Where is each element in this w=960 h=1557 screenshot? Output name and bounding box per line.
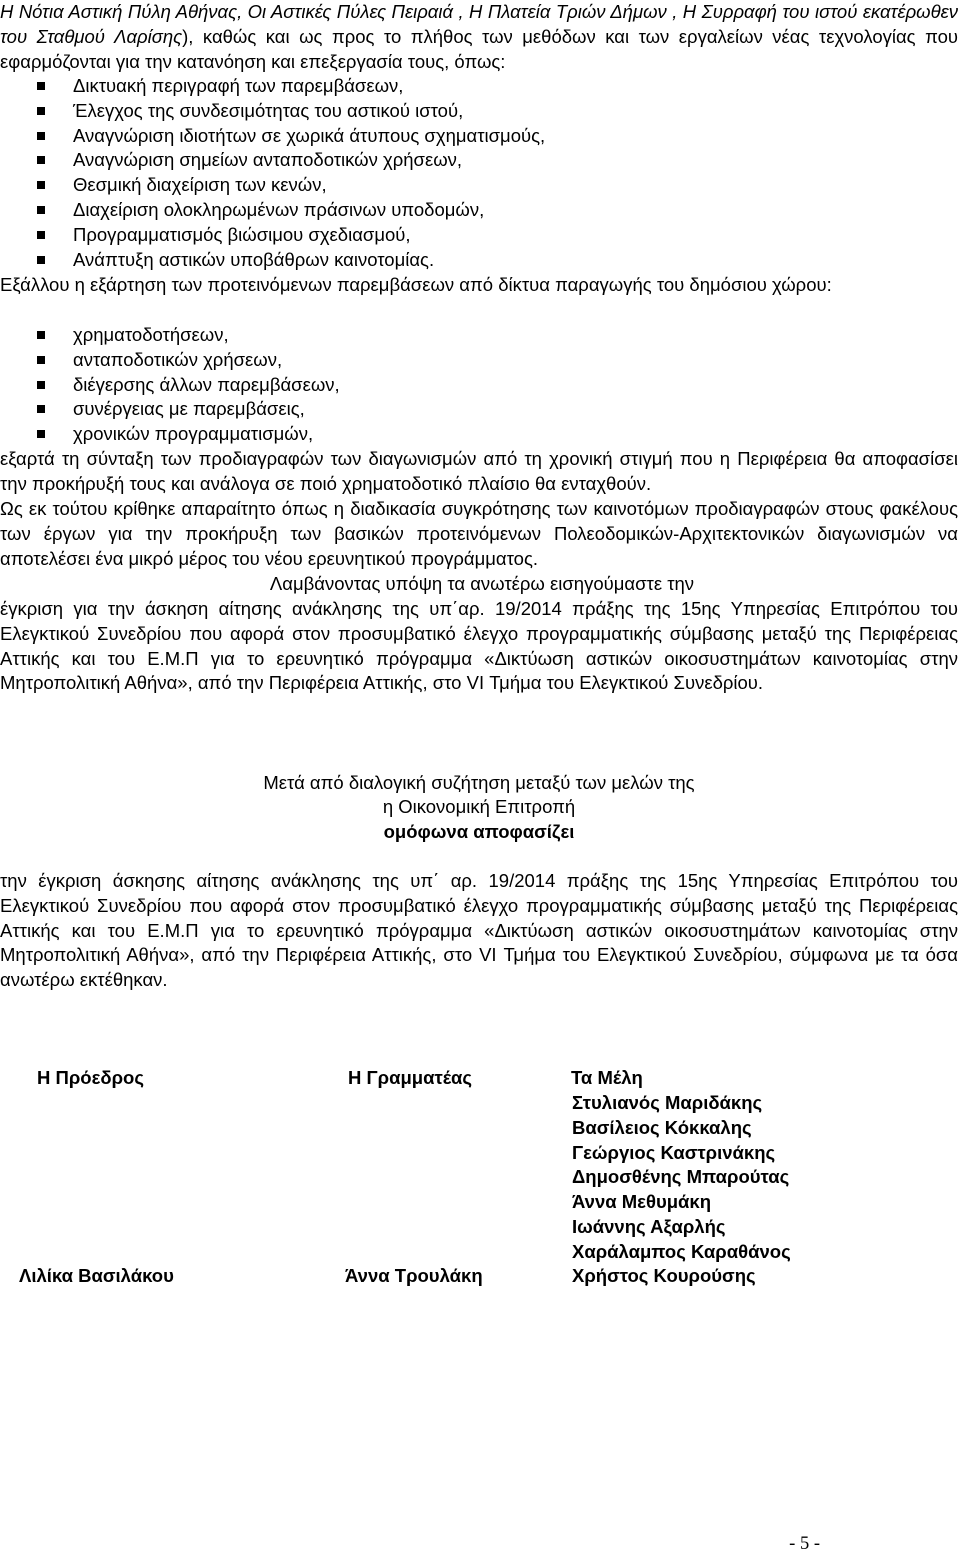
page-number: - 5 - xyxy=(789,1534,820,1554)
member-name: Δημοσθένης Μπαρούτας xyxy=(572,1166,790,1187)
member-name: Ιωάννης Αξαρλής xyxy=(572,1216,726,1237)
member-name: Χαράλαμπος Καραθάνος xyxy=(572,1241,791,1262)
square-bullet-icon xyxy=(37,82,45,90)
proposal-paragraph: έγκριση για την άσκηση αίτησης ανάκλησης της υπ΄αρ. 19/2014 πράξης της 15ης Υπηρεσίας Επιτρόπου του Ελεγκτικού Συνεδρίου που αφορά στον προσυμβατικό έλεγχο προγραμματικής σύμβασης μεταξύ της Περιφέρειας Αττικής και του Ε.Μ.Π για το ερευνητικό πρόγραμμα «Δικτύωση αστικών οικοσυστημάτων καινοτομίας στην Μητροπολιτική Αθήνα», από την Περιφέρεια Αττικής, στο VI Τμήμα του Ελεγκτικού Συνεδρίου. xyxy=(0,598,958,694)
intro-italic-text: Η Νότια Αστική Πύλη Αθήνας, Οι Αστικές Πύλες Πειραιά , Η Πλατεία Τριών Δήμων , Η Συρραφή του ιστού εκατέρωθεν του Σταθμού Λαρίσης xyxy=(0,1,958,47)
member-name: Βασίλειος Κόκκαλης xyxy=(572,1117,752,1138)
decision-line-3: ομόφωνα αποφασίζει xyxy=(383,821,575,842)
president-name: Λιλίκα Βασιλάκου xyxy=(19,1265,174,1286)
decision-line-1: Μετά από διαλογική συζήτηση μεταξύ των μελών της xyxy=(263,772,695,793)
member-name: Στυλιανός Μαριδάκης xyxy=(572,1092,763,1113)
list-item: διέγερσης άλλων παρεμβάσεων, xyxy=(0,373,340,398)
square-bullet-icon xyxy=(37,206,45,214)
list-item: Ανάπτυξη αστικών υποβάθρων καινοτομίας. xyxy=(0,248,545,273)
list-item: Διαχείριση ολοκληρωμένων πράσινων υποδομών, xyxy=(0,198,545,223)
list-item: χρηματοδοτήσεων, xyxy=(0,323,340,348)
square-bullet-icon xyxy=(37,381,45,389)
square-bullet-icon xyxy=(37,181,45,189)
members-title: Τα Μέλη xyxy=(571,1067,643,1088)
list-item: Προγραμματισμός βιώσιμου σχεδιασμού, xyxy=(0,223,545,248)
president-title: Η Πρόεδρος xyxy=(37,1067,144,1088)
list-item: Έλεγχος της συνδεσιμότητας του αστικού ιστού, xyxy=(0,99,545,124)
intro-paragraph xyxy=(0,0,958,74)
member-name: Γεώργιος Καστρινάκης xyxy=(572,1142,776,1163)
list-item: συνέργειας με παρεμβάσεις, xyxy=(0,397,340,422)
decision-line-2: η Οικονομική Επιτροπή xyxy=(382,796,576,817)
member-name: Άννα Μεθυμάκη xyxy=(572,1191,712,1212)
square-bullet-icon xyxy=(37,156,45,164)
list-item: ανταποδοτικών χρήσεων, xyxy=(0,348,340,373)
list-item: Αναγνώριση σημείων ανταποδοτικών χρήσεων, xyxy=(0,148,545,173)
list-item: χρονικών προγραμματισμών, xyxy=(0,422,340,447)
square-bullet-icon xyxy=(37,356,45,364)
process-paragraph: Ως εκ τούτου κρίθηκε απαραίτητο όπως η διαδικασία συγκρότησης των καινοτόμων προδιαγραφών στους φακέλους των έργων για την προκήρυξη των βασικών προτεινόμενων Πολεοδομικών-Αρχιτεκτονικών διαγωνισμών να αποτελέσει ένα μικρό μέρος του νέου ερευνητικού προγράμματος. xyxy=(0,498,958,569)
square-bullet-icon xyxy=(37,231,45,239)
networks-list xyxy=(0,323,340,447)
secretary-name: Άννα Τρουλάκη xyxy=(345,1265,483,1286)
secretary-title: Η Γραμματέας xyxy=(348,1067,473,1088)
member-name: Χρήστος Κουρούσης xyxy=(572,1265,756,1286)
list-item: Θεσμική διαχείριση των κενών, xyxy=(0,173,545,198)
list-item: Δικτυακή περιγραφή των παρεμβάσεων, xyxy=(0,74,545,99)
proposal-heading: Λαμβάνοντας υπόψη τα ανωτέρω εισηγούμαστε την xyxy=(269,573,695,594)
square-bullet-icon xyxy=(37,256,45,264)
square-bullet-icon xyxy=(37,132,45,140)
dependency-paragraph: Εξάλλου η εξάρτηση των προτεινόμενων παρεμβάσεων από δίκτυα παραγωγής του δημόσιου χώρου: xyxy=(0,274,832,295)
specs-paragraph: εξαρτά τη σύνταξη των προδιαγραφών των διαγωνισμών από τη χρονική στιγμή που η Περιφέρεια θα αποφασίσει την προκήρυξή τους και ανάλογα σε ποιό χρηματοδοτικό πλαίσιο θα ενταχθούν. xyxy=(0,448,958,494)
decision-paragraph: την έγκριση άσκησης αίτησης ανάκλησης της υπ΄ αρ. 19/2014 πράξης της 15ης Υπηρεσίας Επιτρόπου του Ελεγκτικού Συνεδρίου που αφορά στον προσυμβατικό έλεγχο προγραμματικής σύμβασης μεταξύ της Περιφέρειας Αττικής και του Ε.Μ.Π για το ερευνητικό πρόγραμμα «Δικτύωση αστικών οικοσυστημάτων καινοτομίας στην Μητροπολιτική Αθήνα», από την Περιφέρεια Αττικής, στο VI Τμήμα του Ελεγκτικού Συνεδρίου, σύμφωνα με τα όσα ανωτέρω εκτέθηκαν. xyxy=(0,870,958,991)
square-bullet-icon xyxy=(37,107,45,115)
square-bullet-icon xyxy=(37,331,45,339)
square-bullet-icon xyxy=(37,430,45,438)
intro-rest-text: ), καθώς και ως προς το πλήθος των μεθόδων και των εργαλείων νέας τεχνολογίας που εφαρμόζονται για την κατανόηση και επεξεργασία τους, όπως: xyxy=(0,25,958,72)
list-item: Αναγνώριση ιδιοτήτων σε χωρικά άτυπους σχηματισμούς, xyxy=(0,124,545,149)
square-bullet-icon xyxy=(37,405,45,413)
methods-list xyxy=(0,74,545,272)
